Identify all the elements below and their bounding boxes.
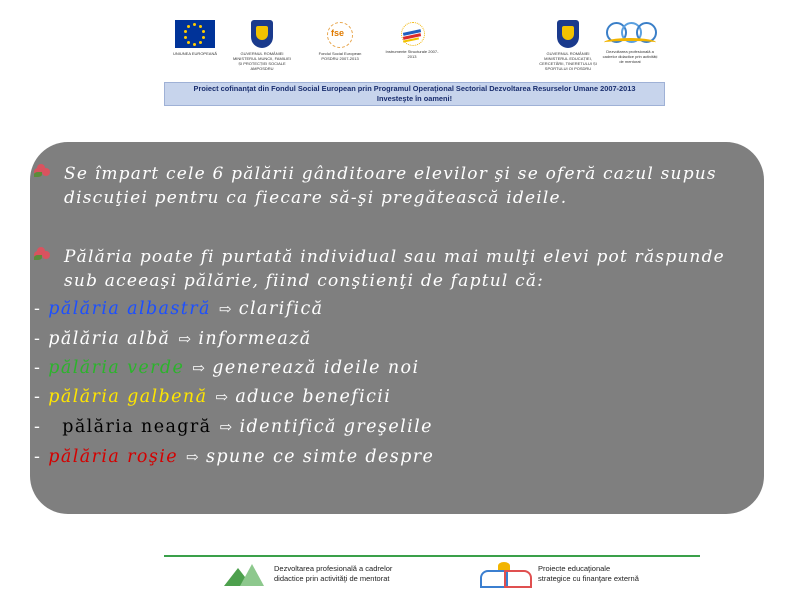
footer-left-line-2: didactice prin activităţi de mentorat	[274, 574, 390, 583]
arrow-right-icon: ⇨	[185, 448, 200, 466]
hat-line-blue: - pălăria albastră ⇨ clarifică	[34, 299, 324, 319]
footer-project-left	[222, 562, 392, 586]
crest-icon	[251, 20, 273, 48]
project-logo-icon	[602, 18, 658, 46]
flower-bullet-icon	[34, 247, 50, 263]
hat-line-white: - pălăria albă ⇨ informează	[34, 329, 312, 349]
bullet-text-1: Se împart cele 6 pălării gânditoare elevilor şi se oferă cazul supus discuţiei pentru ca fiecare să-şi pregătească ideile.	[64, 164, 717, 208]
arrow-right-icon: ⇨	[178, 330, 193, 348]
hat-line-yellow: - pălăria galbenă ⇨ aduce beneficii	[34, 387, 392, 407]
open-book-logo-icon	[478, 562, 532, 586]
footer-right-line-2: strategice cu finanţare externă	[538, 574, 639, 583]
footer-left-line-1: Dezvoltarea profesională a cadrelor	[274, 564, 393, 573]
hat-action-yellow: aduce beneficii	[235, 387, 392, 407]
header-logo-strip	[160, 16, 670, 78]
hat-name-red: pălăria roşie	[48, 447, 178, 467]
hat-action-green: generează ideile noi	[212, 358, 420, 378]
hat-name-blue: pălăria albastră	[48, 299, 211, 319]
hat-name-white: pălăria albă	[48, 329, 171, 349]
romania-crest-logo-2: GUVERNUL ROMÂNIEI MINISTERUL EDUCAȚIEI, CERCETĂRII, TINERETULUI ȘI SPORTULUI OI POSDRU	[538, 20, 598, 71]
arrow-right-icon: ⇨	[218, 300, 233, 318]
mountain-logo-icon	[222, 562, 268, 586]
hat-action-red: spune ce simte despre	[205, 447, 435, 467]
footer-right-line-1: Proiecte educaţionale	[538, 564, 611, 573]
hat-line-red: - pălăria roşie ⇨ spune ce simte despre	[34, 447, 435, 467]
hat-name-black: pălăria neagră	[62, 417, 212, 437]
cofinancing-banner	[164, 82, 665, 106]
hat-action-blue: clarifică	[238, 299, 324, 319]
hat-line-green: - pălăria verde ⇨ generează ideile noi	[34, 358, 420, 378]
bullet-text-2: Pălăria poate fi purtată individual sau mai mulţi elevi pot răspunde sub aceeaşi pălărie, fiind conştienţi de faptul că:	[64, 247, 725, 291]
eu-flag-icon	[175, 20, 215, 48]
hat-name-yellow: pălăria galbenă	[48, 387, 208, 407]
romania-crest-logo: GUVERNUL ROMÂNIEI MINISTERUL MUNCII, FAMILIEI ȘI PROTECȚIEI SOCIALE AMPOSDRU	[232, 20, 292, 71]
hat-action-black: identifică greşelile	[239, 417, 433, 437]
crest-icon	[557, 20, 579, 48]
eu-flag-logo: UNIUNEA EUROPEANĂ	[165, 20, 225, 56]
instrumente-structurale-logo: Instrumente Structurale 2007-2013	[382, 18, 442, 59]
flower-bullet-icon	[34, 164, 50, 180]
project-logo: Dezvoltarea profesională a cadrelor didactice prin activități de mentorat	[600, 18, 660, 64]
banner-line-2: Investeşte în oameni!	[376, 94, 453, 103]
hat-action-white: informează	[198, 329, 312, 349]
arrow-right-icon: ⇨	[219, 418, 234, 436]
footer-divider	[164, 555, 700, 557]
instrumente-icon	[397, 18, 427, 46]
banner-line-1: Proiect cofinanţat din Fondul Social European prin Programul Operaţional Sectorial Dezvoltarea Resurselor Umane 2007-2013	[193, 84, 636, 93]
footer-project-right	[478, 562, 639, 586]
fse-icon: fse	[325, 20, 355, 48]
arrow-right-icon: ⇨	[215, 388, 230, 406]
bullet-item-2	[34, 245, 734, 293]
arrow-right-icon: ⇨	[192, 359, 207, 377]
hat-name-green: pălăria verde	[48, 358, 185, 378]
bullet-item-1	[34, 162, 734, 210]
hat-line-black: - pălăria neagră ⇨ identifică greşelile	[34, 417, 433, 437]
fse-logo: fse Fondul Social European POSDRU 2007-2013	[310, 20, 370, 61]
